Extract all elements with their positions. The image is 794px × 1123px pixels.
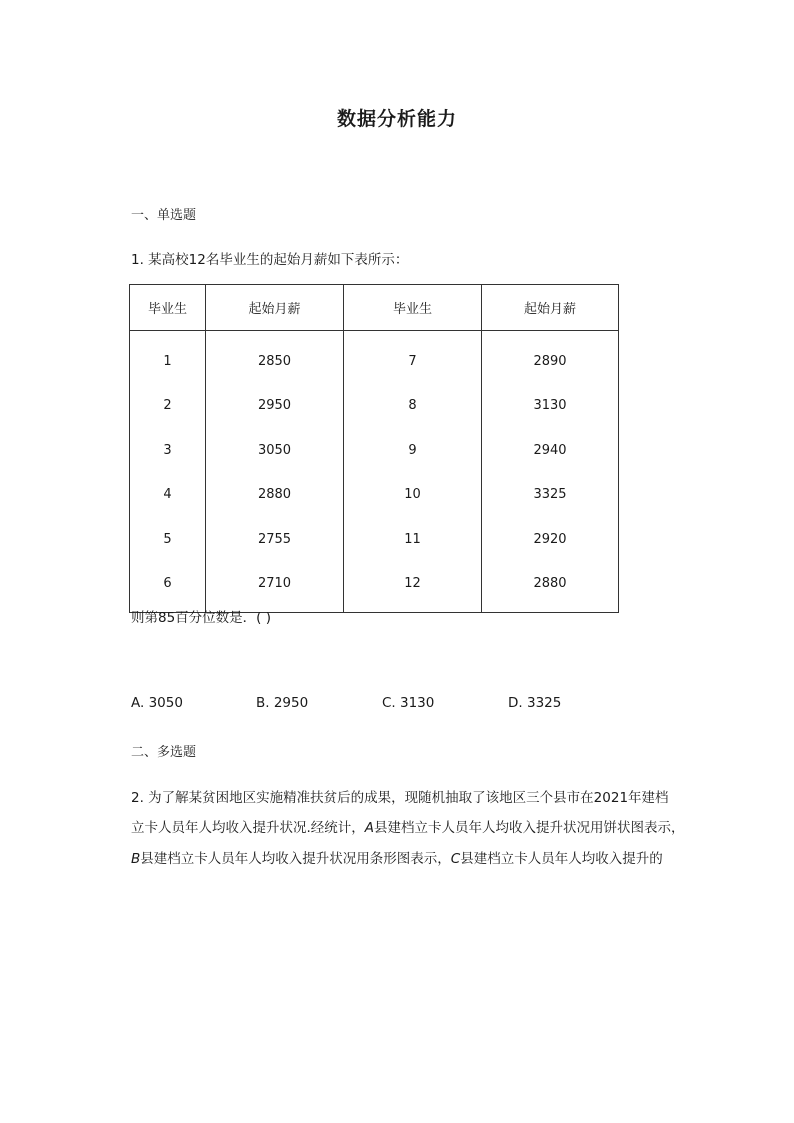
table-cell: 2880 <box>206 473 344 518</box>
column-header-graduate: 毕业生 <box>130 285 206 331</box>
text-segment: 县建档立卡人员年人均收入提升的 <box>460 851 663 867</box>
column-header-salary: 起始月薪 <box>482 285 619 331</box>
table-cell: 2950 <box>206 384 344 429</box>
table-cell: 2920 <box>482 517 619 562</box>
question-2-line-1: 2. 为了解某贫困地区实施精准扶贫后的成果，现随机抽取了该地区三个县市在2021年建档 <box>131 790 669 806</box>
text-segment: 县建档立卡人员年人均收入提升状况用饼状图表示， <box>374 820 685 836</box>
table-cell: 11 <box>344 517 482 562</box>
table-cell: 2850 <box>206 331 344 384</box>
option-a[interactable]: A. 3050 <box>131 695 183 711</box>
section-heading-single-choice: 一、单选题 <box>131 208 197 223</box>
table-cell: 10 <box>344 473 482 518</box>
table-row <box>130 384 619 429</box>
option-d[interactable]: D. 3325 <box>508 695 562 711</box>
table-cell: 2 <box>130 384 206 429</box>
table-cell: 1 <box>130 331 206 384</box>
column-header-salary: 起始月薪 <box>206 285 344 331</box>
column-header-graduate: 毕业生 <box>344 285 482 331</box>
table-cell: 2880 <box>482 562 619 613</box>
table-cell: 3130 <box>482 384 619 429</box>
table-cell: 12 <box>344 562 482 613</box>
table-cell: 2710 <box>206 562 344 613</box>
variable-b: B <box>131 851 141 867</box>
text-segment: 县建档立卡人员年人均收入提升状况用条形图表示， <box>140 851 451 867</box>
question-2-line-2 <box>131 816 685 836</box>
table-row <box>130 473 619 518</box>
table-cell: 4 <box>130 473 206 518</box>
section-heading-multiple-choice: 二、多选题 <box>131 745 197 760</box>
table-row <box>130 331 619 384</box>
option-b[interactable]: B. 2950 <box>256 695 309 711</box>
page-title: 数据分析能力 <box>336 108 457 130</box>
table-cell: 6 <box>130 562 206 613</box>
table-cell: 3325 <box>482 473 619 518</box>
table-row <box>130 517 619 562</box>
table-cell: 2755 <box>206 517 344 562</box>
table-cell: 8 <box>344 384 482 429</box>
table-row <box>130 562 619 613</box>
table-cell: 2940 <box>482 428 619 473</box>
salary-table <box>129 284 619 613</box>
table-cell: 2890 <box>482 331 619 384</box>
table-cell: 3050 <box>206 428 344 473</box>
variable-a: A <box>364 820 375 836</box>
question-1-prompt: 则第85百分位数是．( ) <box>131 610 272 626</box>
option-c[interactable]: C. 3130 <box>382 695 435 711</box>
question-1-stem: 1. 某高校12名毕业生的起始月薪如下表所示： <box>131 252 409 268</box>
text-segment: 立卡人员年人均收入提升状况.经统计， <box>131 820 365 836</box>
table-cell: 3 <box>130 428 206 473</box>
question-2-line-3 <box>131 847 663 867</box>
table-cell: 7 <box>344 331 482 384</box>
table-cell: 5 <box>130 517 206 562</box>
variable-c: C <box>450 851 461 867</box>
table-row <box>130 428 619 473</box>
table-cell: 9 <box>344 428 482 473</box>
table-header-row <box>130 285 619 331</box>
